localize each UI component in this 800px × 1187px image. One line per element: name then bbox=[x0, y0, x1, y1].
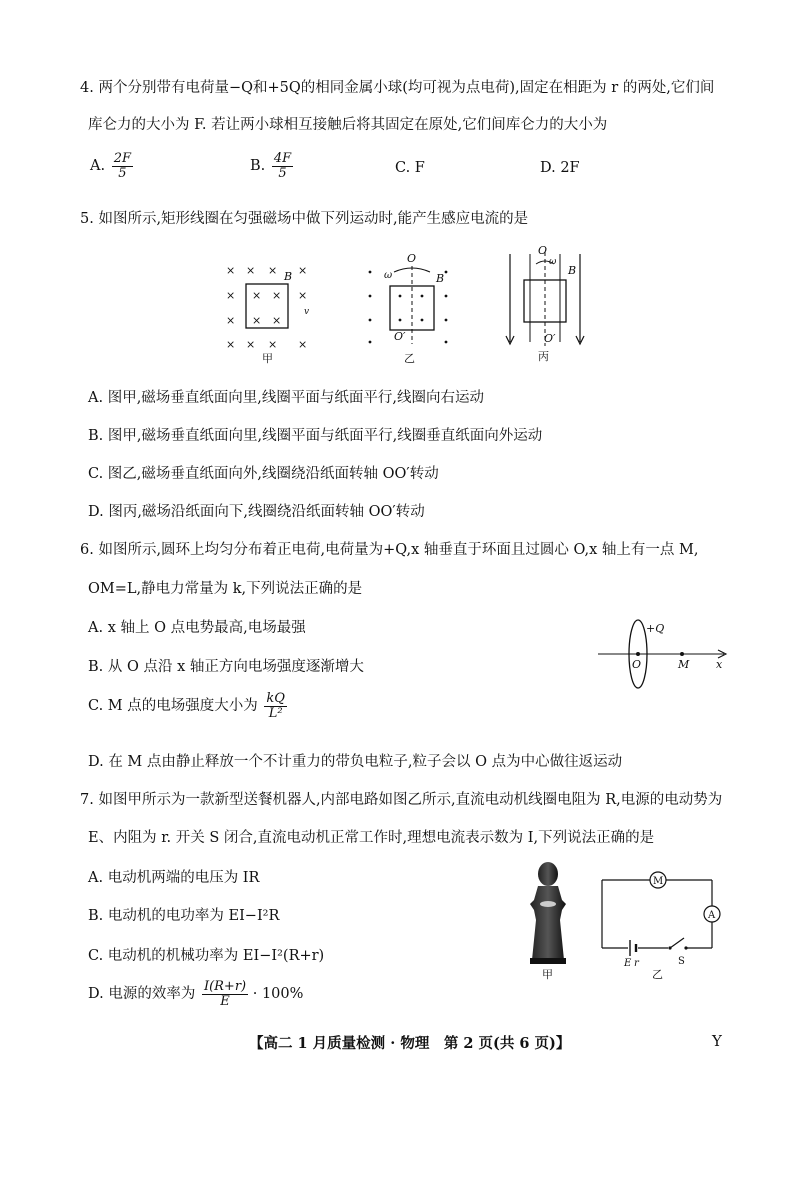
switch-label: S bbox=[678, 956, 685, 967]
motor-label: M bbox=[653, 876, 664, 887]
q7-d-fraction bbox=[202, 980, 248, 1008]
q4-a-fraction bbox=[112, 152, 133, 180]
svg-text:×: × bbox=[226, 264, 236, 277]
svg-text:×: × bbox=[226, 314, 236, 327]
caption-yi: 乙 bbox=[404, 352, 415, 365]
ammeter-label: A bbox=[708, 910, 716, 921]
axis-label-o-top: O bbox=[538, 244, 548, 257]
q5-option-d: D. 图丙,磁场沿纸面向下,线圈绕沿纸面转轴 OO′转动 bbox=[88, 504, 425, 520]
caption-jia: 甲 bbox=[542, 968, 553, 981]
svg-text:×: × bbox=[268, 264, 278, 277]
q5-stem: 5. 如图所示,矩形线圈在匀强磁场中做下列运动时,能产生感应电流的是 bbox=[80, 211, 529, 227]
q4-option-a bbox=[90, 152, 133, 180]
svg-text:×: × bbox=[252, 314, 262, 327]
q7-figure-robot bbox=[518, 860, 578, 980]
point-m bbox=[680, 652, 684, 656]
q4-b-num: 4F bbox=[273, 151, 292, 166]
axis-label-o-bottom: O′ bbox=[394, 330, 406, 343]
q6-c-prefix: C. M 点的电场强度大小为 bbox=[88, 698, 258, 715]
center-point bbox=[636, 652, 640, 656]
q7-figure-circuit bbox=[598, 866, 728, 980]
q5-figure-yi bbox=[364, 252, 464, 368]
q6-c-den: L² bbox=[268, 705, 283, 721]
axis-label-o-top: O bbox=[407, 252, 417, 265]
q6-c-num: kQ bbox=[266, 691, 285, 706]
q7-option-d bbox=[88, 980, 303, 1008]
omega-label: ω bbox=[549, 257, 557, 267]
svg-text:×: × bbox=[272, 289, 282, 302]
svg-text:×: × bbox=[268, 338, 278, 351]
q4-option-b bbox=[250, 152, 293, 180]
q6-option-c bbox=[88, 692, 287, 720]
q6-option-d: D. 在 M 点由静止释放一个不计重力的带负电粒子,粒子会以 O 点为中心做往返运动 bbox=[88, 754, 623, 770]
robot-tray bbox=[540, 901, 556, 907]
q7-option-a: A. 电动机两端的电压为 IR bbox=[88, 870, 260, 886]
svg-text:×: × bbox=[298, 289, 308, 302]
caption-jia: 甲 bbox=[262, 352, 273, 365]
q7-stem-line2: E、内阻为 r. 开关 S 闭合,直流电动机正常工作时,理想电流表示数为 I,下列说法正确的是 bbox=[88, 830, 655, 846]
robot-body bbox=[530, 886, 566, 960]
q4-stem-line1: 4. 两个分别带有电荷量−Q和+5Q的相同金属小球(均可视为点电荷),固定在相距为 r 的两处,它们间 bbox=[80, 80, 715, 96]
field-label-b: B bbox=[568, 264, 577, 277]
q5-option-a: A. 图甲,磁场垂直纸面向里,线圈平面与纸面平行,线圈向右运动 bbox=[88, 390, 485, 406]
q4-b-prefix: B. bbox=[250, 158, 266, 175]
svg-text:×: × bbox=[246, 338, 256, 351]
q7-option-b: B. 电动机的电功率为 EI−I²R bbox=[88, 908, 280, 924]
emf-label: E bbox=[624, 958, 632, 969]
q4-option-d: D. 2F bbox=[540, 160, 580, 176]
q5-option-b: B. 图甲,磁场垂直纸面向里,线圈平面与纸面平行,线圈垂直纸面向外运动 bbox=[88, 428, 543, 444]
magnetic-field-crosses bbox=[226, 264, 310, 351]
velocity-label: v bbox=[304, 307, 310, 317]
q5-figure-jia bbox=[222, 258, 322, 368]
svg-text:×: × bbox=[246, 264, 256, 277]
svg-text:×: × bbox=[226, 338, 236, 351]
q4-stem-line2: 库仑力的大小为 F. 若让两小球相互接触后将其固定在原处,它们间库仑力的大小为 bbox=[88, 117, 608, 133]
q4-option-c: C. F bbox=[395, 160, 425, 176]
field-label-b: B bbox=[284, 270, 293, 283]
page-footer: 【高二 1 月质量检测 · 物理 第 2 页(共 6 页)】 bbox=[249, 1035, 571, 1052]
q7-d-suffix: · 100% bbox=[252, 986, 304, 1003]
q4-a-num: 2F bbox=[113, 151, 131, 166]
q6-option-a: A. x 轴上 O 点电势最高,电场最强 bbox=[88, 620, 306, 636]
caption-bing: 丙 bbox=[538, 350, 549, 363]
q5-figure-bing bbox=[500, 244, 600, 368]
q6-option-b: B. 从 O 点沿 x 轴正方向电场强度逐渐增大 bbox=[88, 659, 364, 675]
origin-label: O bbox=[632, 658, 642, 671]
switch-blade bbox=[670, 938, 684, 948]
q4-a-den: 5 bbox=[118, 165, 127, 181]
omega-label: ω bbox=[384, 270, 393, 281]
switch-contact-right bbox=[684, 946, 687, 949]
q5-option-c: C. 图乙,磁场垂直纸面向外,线圈绕沿纸面转轴 OO′转动 bbox=[88, 466, 439, 482]
robot-head bbox=[538, 862, 558, 886]
q7-d-prefix: D. 电源的效率为 bbox=[88, 986, 196, 1003]
svg-text:×: × bbox=[272, 314, 282, 327]
internal-resistance-label: r bbox=[634, 958, 639, 969]
point-m-label: M bbox=[678, 658, 690, 671]
field-label-b: B bbox=[436, 272, 445, 285]
svg-text:×: × bbox=[226, 289, 236, 302]
q7-d-den: E bbox=[220, 993, 230, 1009]
x-axis-label: x bbox=[716, 658, 723, 671]
footer-mark: Y bbox=[712, 1032, 722, 1050]
svg-text:×: × bbox=[298, 264, 308, 277]
q6-stem-line2: OM=L,静电力常量为 k,下列说法正确的是 bbox=[88, 581, 363, 597]
q7-option-c: C. 电动机的机械功率为 EI−I²(R+r) bbox=[88, 948, 325, 964]
caption-yi: 乙 bbox=[652, 968, 663, 981]
q4-b-fraction bbox=[272, 152, 293, 180]
robot-base bbox=[530, 958, 566, 964]
q6-figure-ring bbox=[598, 612, 732, 690]
q7-d-num: I(R+r) bbox=[203, 979, 247, 994]
charge-label: +Q bbox=[646, 622, 665, 635]
q4-b-den: 5 bbox=[278, 165, 287, 181]
q6-c-fraction bbox=[264, 692, 287, 720]
axis-label-o-bottom: O′ bbox=[544, 332, 556, 345]
q4-a-prefix: A. bbox=[90, 158, 106, 175]
svg-text:×: × bbox=[298, 338, 308, 351]
q7-stem-line1: 7. 如图甲所示为一款新型送餐机器人,内部电路如图乙所示,直流电动机线圈电阻为 R,电源的电动势为 bbox=[80, 792, 723, 808]
svg-text:×: × bbox=[252, 289, 262, 302]
q6-stem-line1: 6. 如图所示,圆环上均匀分布着正电荷,电荷量为+Q,x 轴垂直于环面且过圆心 O,x 轴上有一点 M, bbox=[80, 542, 699, 558]
